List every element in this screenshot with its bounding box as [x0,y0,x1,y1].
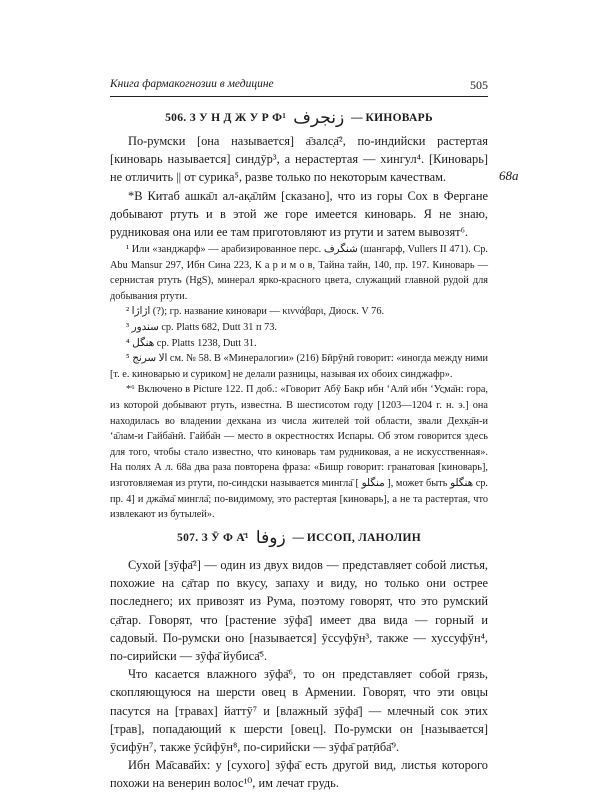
entry-507-paragraph: Ибн Ма̄сава̄йх: у [сухого] зӯфа̄ есть другой вид, листья которого похожи на венерин волос¹⁰, им лечат грудь. [110,758,488,791]
entry-507-name: З Ӯ Ф А̄¹ [201,532,249,544]
entry-506-arabic: زنجرف [293,108,345,127]
entry-507-title [110,528,488,548]
header-divider [110,96,488,97]
page-number: 505 [470,78,488,92]
footnote: ² اژاژا (?); гр. название киновари — κιννάβαρι, Диоск. V 76. [126,306,385,318]
entry-506-paragraph: *В Китаб ашка̄л ал-ак̣а̄лӣм [сказано], что из горы Сох в Фергане добывают ртуть и в этой же горе имеется киноварь. Я не знаю, рудниковая она или ее там приготовляют из ртути и затем вывозят⁶. [110,188,488,240]
footnote: ¹ Или «занджарф» — арабизированное перс. شنگرف (шангарф, Vullers II 471). Ср. Abu Mansur 297, Ибн Сина 223, К а р и м о в, Тайна тайн, 140, пр. 197. Киноварь — сернистая ртуть (HgS), минерал ярко-красного цвета, служащий главной рудой для добывания ртути. [110,244,488,302]
entry-507-paragraph: Что касается влажного зӯфа̄⁶, то он представляет собой грязь, скопляющуюся на шерсти овец в Армении. Говорят, что эти овцы пасутся на [травах] йаттӯ⁷ и [влажный зӯфа̄] — млечный сок этих [трав], попадающий к шерсти [овец]. По-румски он [называется] ӯсифӯн⁷, также ӯсӣфӯн⁸, по-сирийски — зӯфа̄ рат̣ӣба̄⁹. [110,667,488,755]
footnote: ³ سندور ср. Platts 682, Dutt 31 п 73. [126,321,277,333]
entry-506-paragraph: По-румски [она называется] а̄залс̣а̄², по-индийски растертая [киноварь называется] синдӯр³, а нерастертая — хингул⁴. [Киноварь] не отличить || от сурика⁵, разве только по некоторым качествам. [110,134,488,185]
entry-506-number: 506. [165,112,187,124]
running-header-title: Книга фармакогнозии в медицине [110,78,274,90]
entry-506-translation: — КИНОВАРЬ [351,112,433,124]
footnote: *⁶ Включено в Picture 122. П доб.: «Говорит Абӯ Бакр ибн ʻАлӣ ибн ʻУс̱ма̄н: гора, из которой добывают ртуть, известна. В шестисотом году [1203—1204 г. н. э.] она находилась во владении дехкана из числа жителей той области, звали Дехк̣а̄н-и ʻа̄лам-и Гайба̄нӣ. Гайба̄н — место в окрестностях Испары. Об этом говорится здесь для того, чтобы стало известно, что киноварь там рудниковая, а не искусственная». На полях А л. 68а два раза повторена фраза: «Бишр говорит: гранатовая [киноварь], изготовляемая из ртути, по-синдски называется мингла̄ [ منگلو ], может быть هنگلو ср. пр. 4] и джа̄ма̄ мингла̄; по-видимому, это растертая [киноварь], а не та растертая, что извлекают из бутылей». [110,384,488,521]
entry-506-name: З У Н Д Ж У Р Ф¹ [189,112,287,124]
entry-506-body [110,132,488,241]
entry-506-title [110,108,488,128]
footnote: ⁵ الا سرنج см. № 58. В «Минералогии» (216) Бӣрӯнӣ говорит: «иногда между ними [т. е. киноварью и суриком] не делали разницы, называя их обоих синджафр». [110,353,489,380]
entry-506-footnotes [110,242,488,523]
running-header [110,78,488,94]
entry-507-translation: — ИССОП, ЛАНОЛИН [292,532,421,544]
entry-507-paragraph: Сухой [зӯфа̄²] — один из двух видов — представляет собой листья, похожие на с̣а̄тар по вкусу, запаху и виду, но только они острее последнего; их привозят из Рума, поэтому говорят, что это румский с̣а̄тар. Говорят, что [растение зӯфа̄] имеет два вида — горный и садовый. По-румски оно [называется] ӯссуфӯн³, также — хуссуфӯн⁴, по-сирийски — зӯфа̄ йубиса̄⁵. [110,558,488,664]
entry-507-arabic: زوفا [255,528,286,547]
entry-507-body [110,556,488,793]
margin-folio-note: 68a [499,168,519,183]
entry-507-number: 507. [177,532,199,544]
footnote: ⁴ هنگل ср. Platts 1238, Dutt 31. [126,337,257,349]
